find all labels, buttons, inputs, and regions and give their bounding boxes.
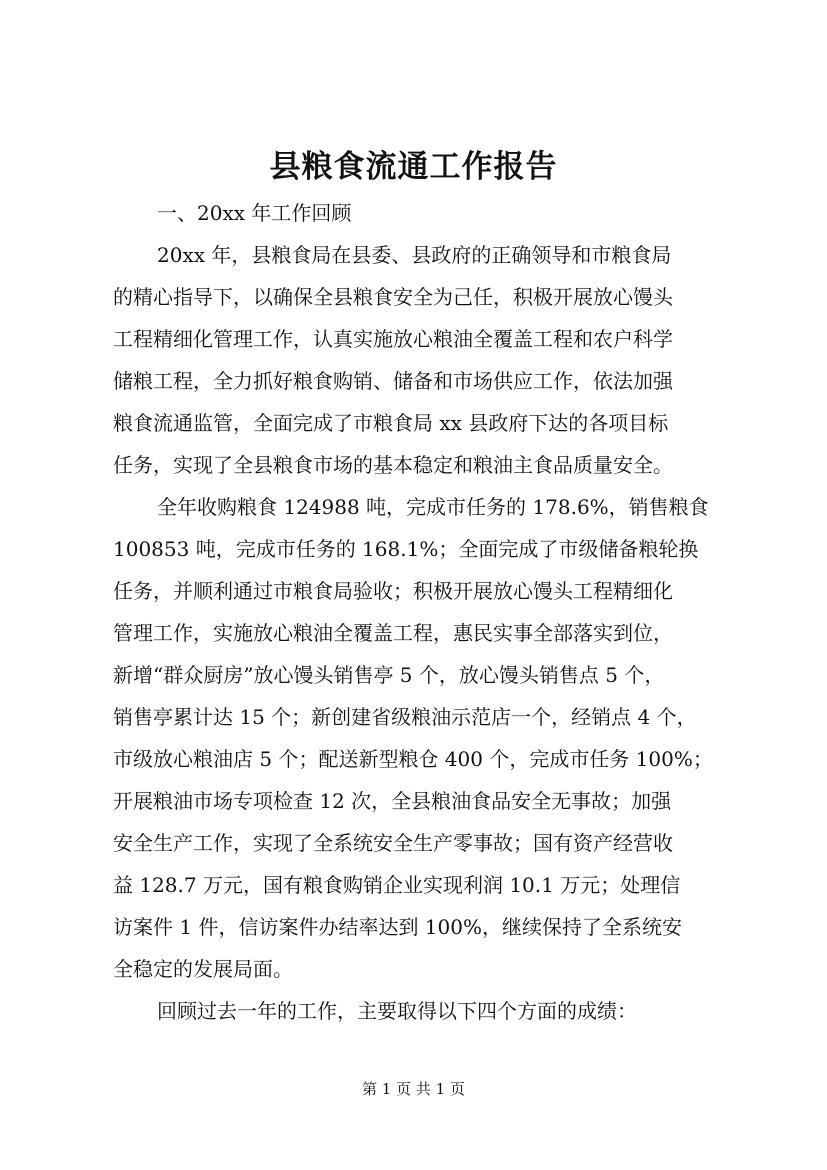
paragraph-line: 访案件 1 件，信访案件办结率达到 100%，继续保持了全系统安 bbox=[113, 915, 682, 939]
paragraph-line: 销售亭累计达 15 个；新创建省级粮油示范店一个，经销点 4 个， bbox=[113, 705, 697, 729]
paragraph-line: 管理工作，实施放心粮油全覆盖工程，惠民实事全部落实到位， bbox=[113, 621, 673, 645]
paragraph-line: 任务，并顺利通过市粮食局验收；积极开展放心馒头工程精细化 bbox=[113, 579, 673, 603]
paragraph-line: 安全生产工作，实现了全系统安全生产零事故；国有资产经营收 bbox=[113, 831, 673, 855]
paragraph-line: 开展粮油市场专项检查 12 次，全县粮油食品安全无事故；加强 bbox=[113, 789, 672, 813]
paragraph-line: 市级放心粮油店 5 个；配送新型粮仓 400 个，完成市任务 100%； bbox=[113, 747, 713, 771]
paragraph-line: 任务，实现了全县粮食市场的基本稳定和粮油主食品质量安全。 bbox=[113, 453, 673, 477]
paragraph-line: 100853 吨，完成市任务的 168.1%；全面完成了市级储备粮轮换 bbox=[113, 537, 699, 561]
paragraph-3: 回顾过去一年的工作，主要取得以下四个方面的成绩： bbox=[157, 999, 637, 1023]
paragraph-line: 全年收购粮食 124988 吨，完成市任务的 178.6%，销售粮食 bbox=[157, 495, 709, 519]
paragraph-line: 新增“群众厨房”放心馒头销售亭 5 个，放心馒头销售点 5 个， bbox=[113, 663, 665, 687]
document-title: 县粮食流通工作报告 bbox=[269, 149, 558, 185]
paragraph-line: 益 128.7 万元，国有粮食购销企业实现利润 10.1 万元；处理信 bbox=[113, 873, 681, 897]
paragraph-line: 20xx 年，县粮食局在县委、县政府的正确领导和市粮食局 bbox=[157, 243, 672, 267]
paragraph-line: 全稳定的发展局面。 bbox=[113, 957, 293, 981]
paragraph-line: 的精心指导下，以确保全县粮食安全为己任，积极开展放心馒头 bbox=[113, 285, 673, 309]
page-number: 第 1 页 共 1 页 bbox=[362, 1080, 465, 1098]
paragraph-line: 工程精细化管理工作，认真实施放心粮油全覆盖工程和农户科学 bbox=[113, 327, 673, 351]
section-heading: 一、20xx 年工作回顾 bbox=[157, 201, 352, 225]
paragraph-line: 储粮工程，全力抓好粮食购销、储备和市场供应工作，依法加强 bbox=[113, 369, 673, 393]
paragraph-line: 粮食流通监管，全面完成了市粮食局 xx 县政府下达的各项目标 bbox=[113, 411, 669, 435]
